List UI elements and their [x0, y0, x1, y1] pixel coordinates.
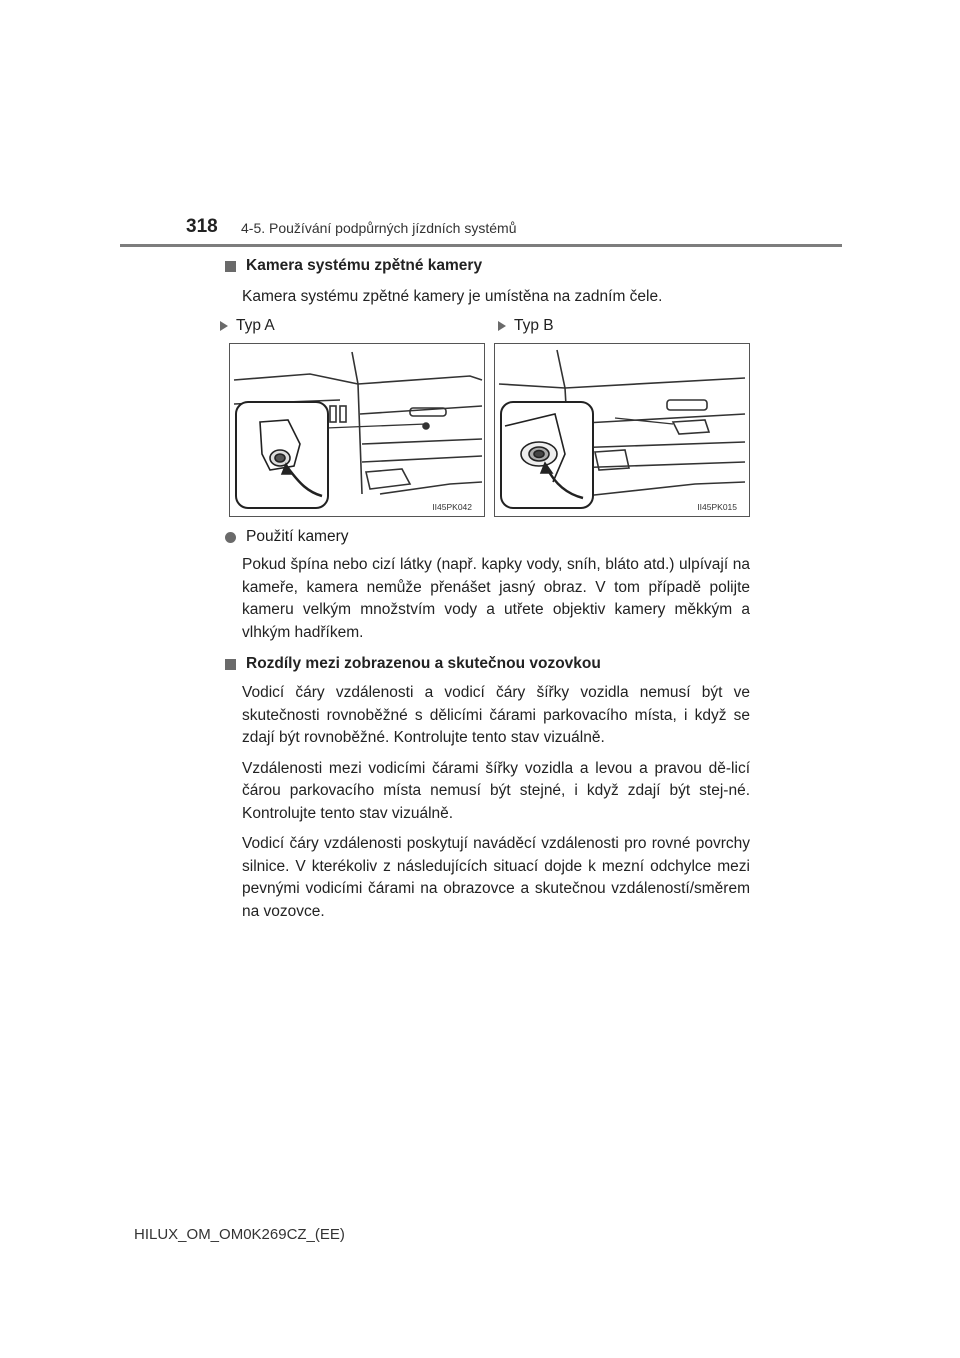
camera-use-text: Pokud špína nebo cizí látky (např. kapky vody, sníh, bláto atd.) ulpívají na kameře, kamera nemůže přenášet jasný obraz. V tom případě polijte kameru velkým množstvím vody a utřete objektiv kamery měkkým a vlhkým hadříkem.: [242, 556, 750, 641]
triangle-bullet-icon: [498, 321, 506, 331]
camera-location-text: Kamera systému zpětné kamery je umístěna na zadním čele.: [242, 288, 663, 305]
header-divider: [120, 244, 842, 247]
square-bullet-icon: [225, 261, 236, 272]
truck-rear-illustration-b: [495, 344, 749, 516]
differences-paragraph-1: Vodicí čáry vzdálenosti a vodicí čáry šířky vozidla nemusí být ve skutečnosti rovnoběžné s dělicími čárami parkovacího místa, i když se zdají být rovnoběžné. Kontrolujte tento stav vizuálně.: [242, 684, 750, 746]
type-labels: [220, 317, 750, 347]
truck-rear-illustration-a: [230, 344, 484, 516]
content-lower: [220, 526, 750, 931]
section-heading-differences: [220, 652, 750, 676]
chapter-title: 4-5. Používání podpůrných jízdních systémů: [241, 220, 517, 236]
round-bullet-icon: [225, 532, 236, 543]
type-b-text: Typ B: [514, 316, 554, 334]
type-b-label: [498, 317, 554, 335]
section-heading-camera: [220, 254, 750, 278]
type-a-text: Typ A: [236, 316, 275, 334]
differences-paragraph-2: Vzdálenosti mezi vodicími čárami šířky vozidla a levou a pravou dě-licí čárou parkovacího místa nemusí být stejné, i když zdají být stej-né. Kontrolujte tento stav vizuálně.: [242, 759, 750, 822]
page-number: 318: [186, 216, 218, 237]
figure-code-b: II45PK015: [697, 502, 737, 512]
footer-doc-id: HILUX_OM_OM0K269CZ_(EE): [134, 1226, 345, 1243]
figure-type-a: [229, 343, 485, 517]
square-bullet-icon: [225, 659, 236, 670]
bullet-title: Použití kamery: [246, 528, 349, 545]
figure-type-b: [494, 343, 750, 517]
section-title: Kamera systému zpětné kamery: [246, 257, 483, 274]
differences-paragraph-3: Vodicí čáry vzdálenosti poskytují naváděcí vzdálenosti pro rovné povrchy silnice. V kterékoliv z následujících situací dojde k mezní odchylce mezi pevnými vodicími čárami na obrazovce a skutečnou vzdáleností/směrem na vozovce.: [242, 835, 750, 920]
type-a-label: [220, 317, 275, 335]
triangle-bullet-icon: [220, 321, 228, 331]
figure-code-a: II45PK042: [432, 502, 472, 512]
section-title: Rozdíly mezi zobrazenou a skutečnou vozovkou: [246, 655, 601, 672]
content: [220, 254, 750, 347]
bullet-heading-camera-use: [220, 526, 750, 548]
